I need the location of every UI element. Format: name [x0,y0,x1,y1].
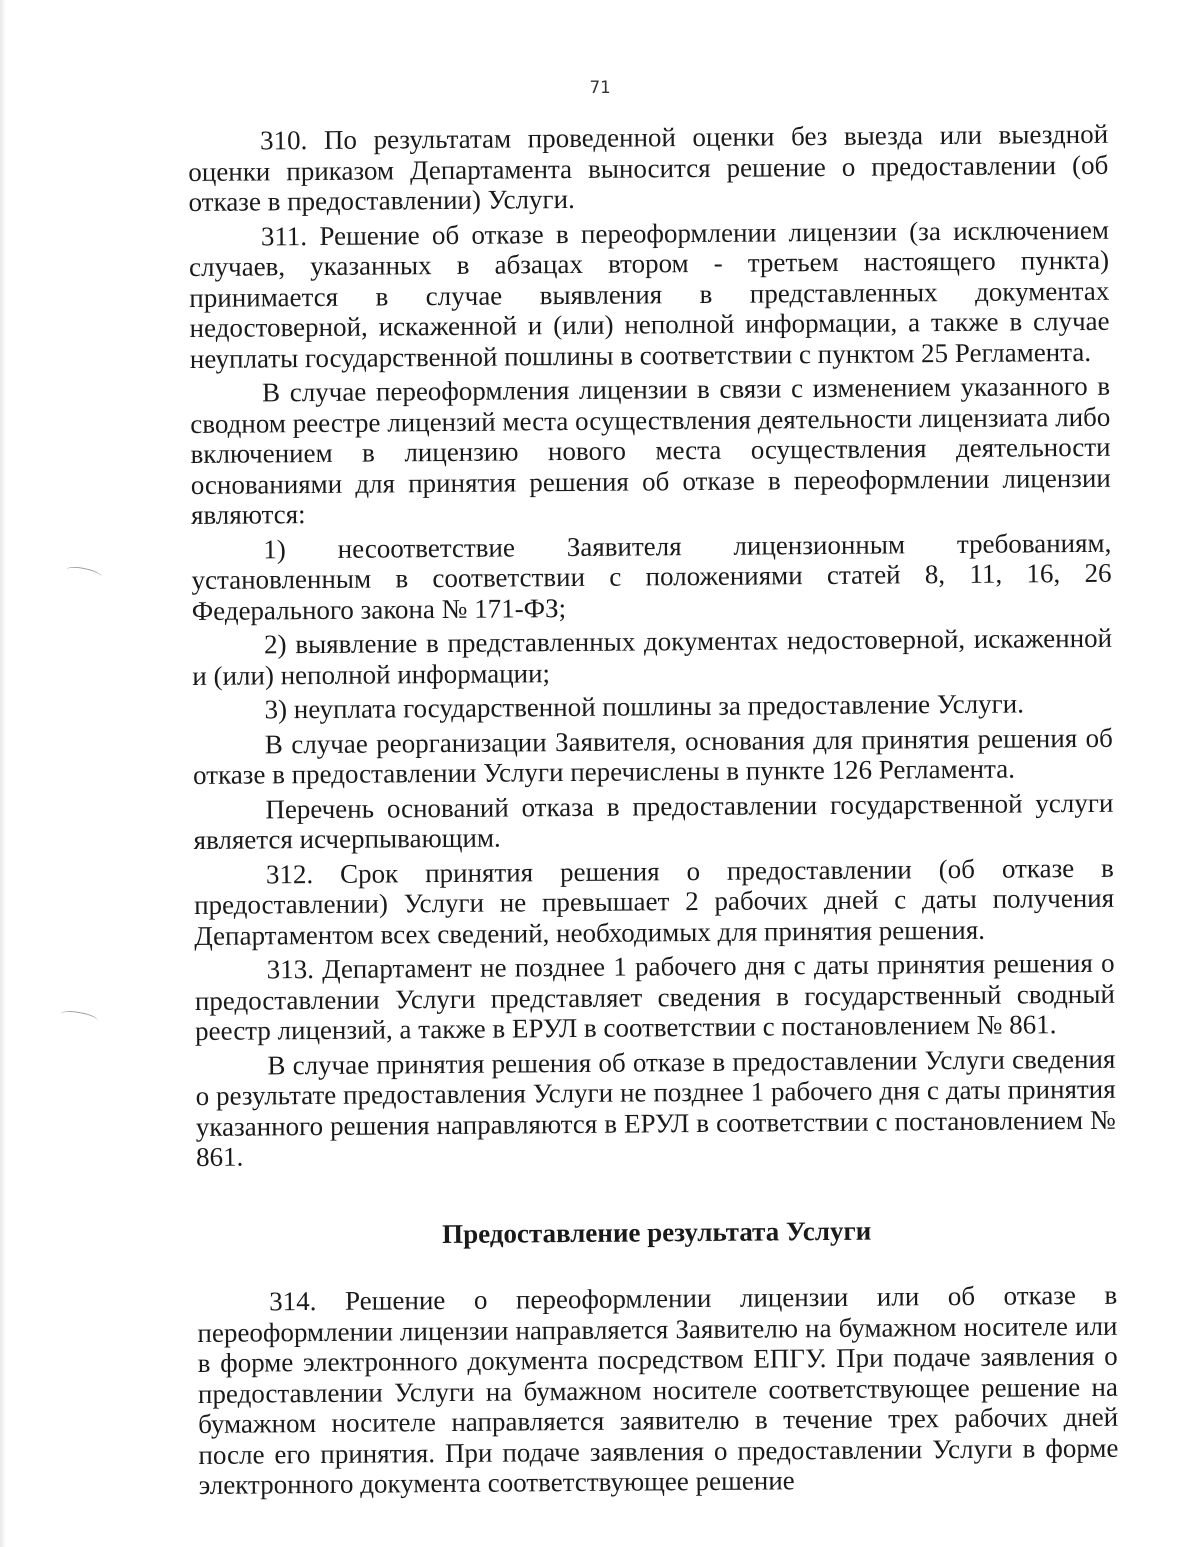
list-item-1: 1) несоответствие Заявителя лицензионным требованиям, установленным в соответствии с положениями статей 8, 11, 16, 26 Федерального закона № 171-ФЗ; [191,527,1112,626]
paragraph-313-refusal: В случае принятия решения об отказе в предоставлении Услуги сведения о результате предоставления Услуги не позднее 1 рабочего дня с даты принятия указанного решения направляются в ЕРУЛ в соответствии с постановлением № 861. [195,1043,1116,1172]
paragraph-reorganization: В случае реорганизации Заявителя, основания для принятия решения об отказе в предоставлении Услуги перечислены в пункте 126 Регламента. [192,722,1113,790]
scan-artifact-mark [65,564,103,582]
list-item-3: 3) неуплата государственной пошлины за предоставление Услуги. [264,688,1025,725]
paragraph-311-case: В случае переоформления лицензии в связи с изменением указанного в сводном реестре лицензий места осуществления деятельности лицензиата либо включением в лицензию нового места осуществления деятельности основаниями для принятия решения об отказе в переоформлении лицензии являются: [190,370,1111,530]
page-number: 71 [589,78,611,98]
paragraph-311: 311. Решение об отказе в переоформлении лицензии (за исключением случаев, указанных в абзацах втором - третьем настоящего пункта) принимается в случае выявления в представленных документах недостоверной, искаженной и (или) неполной информации, а также в случае неуплаты государственной пошлины в соответствии с пунктом 25 Регламента. [188,214,1110,374]
scan-edge-shadow [0,0,6,1547]
paragraph-exhaustive-list: Перечень оснований отказа в предоставлении государственной услуги является исчерпывающим. [193,787,1114,855]
paragraph-310: 310. По результатам проведенной оценки без выезда или выездной оценки приказом Департамента выносится решение о предоставлении (об отказе в предоставлении) Услуги. [188,118,1109,217]
section-heading: Предоставление результата Услуги [441,1215,872,1249]
document-body [188,119,1119,1505]
paragraph-313: 313. Департамент не позднее 1 рабочего дня с даты принятия решения о предоставлении Услуги представляет сведения в государственный сводный реестр лицензий, а также в ЕРУЛ в соответствии с постановлением № 861. [194,947,1115,1046]
paragraph-314: 314. Решение о переоформлении лицензии или об отказе в переоформлении лицензии направляется Заявителю на бумажном носителе или в форме электронного документа посредством ЕПГУ. При подаче заявления о предоставлении Услуги на бумажном носителе соответствующее решение на бумажном носителе направляется заявителю в течение трех рабочих дней после его принятия. При подаче заявления о предоставлении Услуги в форме электронного документа соответствующее решение [197,1279,1119,1500]
list-item-2: 2) выявление в представленных документах недостоверной, искаженной и (или) неполной информации; [192,622,1113,691]
paragraph-312: 312. Срок принятия решения о предоставлении (об отказе в предоставлении) Услуги не превышает 2 рабочих дней с даты получения Департаментом всех сведений, необходимых для принятия решения. [194,852,1115,951]
scan-artifact-mark [59,1009,98,1026]
